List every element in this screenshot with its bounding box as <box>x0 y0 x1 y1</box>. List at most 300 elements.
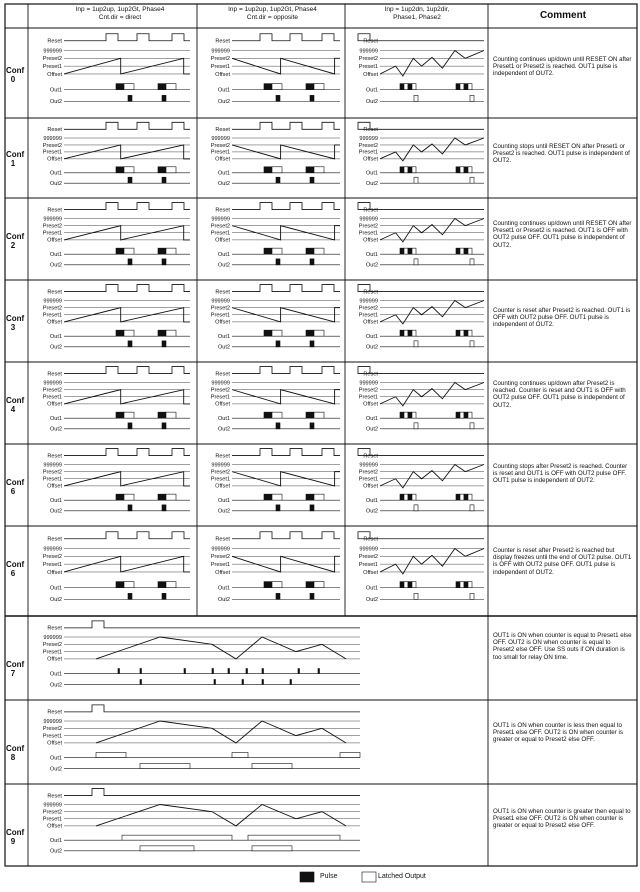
signal-label-out1: Out1 <box>217 333 230 340</box>
latched-block <box>460 84 464 90</box>
signal-label-out1: Out1 <box>217 497 230 504</box>
signal-label-999999: 999999 <box>359 380 378 387</box>
signal-label-preset1: Preset1 <box>210 230 230 237</box>
pulse-block <box>276 259 280 265</box>
signal-label-out1: Out1 <box>365 170 378 177</box>
signal-label-reset: Reset <box>47 289 62 296</box>
signal-label-offset: Offset <box>363 569 378 576</box>
latched-block <box>412 248 416 254</box>
latched-block <box>412 494 416 500</box>
signal-label-999999: 999999 <box>43 135 62 142</box>
pulse-block <box>140 669 142 674</box>
latched-block <box>124 412 134 418</box>
pulse-block <box>264 412 272 418</box>
signal-label-999999: 999999 <box>43 634 62 641</box>
pulse-block <box>464 412 468 418</box>
latched-block <box>460 494 464 500</box>
reset-signal <box>64 705 360 712</box>
signal-label-out2: Out2 <box>49 426 62 433</box>
signal-label-reset: Reset <box>215 127 230 134</box>
signal-label-offset: Offset <box>47 740 62 747</box>
signal-label-out1: Out1 <box>365 87 378 94</box>
signal-label-999999: 999999 <box>43 380 62 387</box>
signal-label-preset1: Preset1 <box>358 476 378 483</box>
pulse-block <box>276 341 280 347</box>
pulse-block <box>310 259 314 265</box>
signal-label-reset: Reset <box>215 536 230 543</box>
latched-block <box>468 248 472 254</box>
signal-label-preset2: Preset2 <box>358 305 378 312</box>
signal-label-preset2: Preset2 <box>210 56 230 63</box>
latched-block <box>314 494 324 500</box>
signal-label-999999: 999999 <box>43 802 62 809</box>
signal-label-offset: Offset <box>363 483 378 490</box>
signal-label-out2: Out2 <box>365 99 378 106</box>
signal-label-out2: Out2 <box>365 262 378 269</box>
pulse-block <box>264 167 272 173</box>
pulse-block <box>128 423 132 429</box>
signal-label-out1: Out1 <box>217 585 230 592</box>
pulse-block <box>400 248 404 254</box>
pulse-block <box>162 341 166 347</box>
pulse-block <box>276 95 280 101</box>
signal-label-out2: Out2 <box>49 848 62 855</box>
pulse-block <box>318 669 320 674</box>
signal-label-out2: Out2 <box>365 597 378 604</box>
reset-signal <box>232 367 340 374</box>
pulse-block <box>128 177 132 183</box>
signal-label-preset1: Preset1 <box>42 816 62 823</box>
pulse-block <box>306 167 314 173</box>
latched-block <box>414 177 418 183</box>
signal-label-preset2: Preset2 <box>210 469 230 476</box>
latched-block <box>412 330 416 336</box>
signal-label-preset2: Preset2 <box>358 387 378 394</box>
signal-label-out2: Out2 <box>49 508 62 515</box>
latched-block <box>404 412 408 418</box>
signal-label-reset: Reset <box>47 207 62 214</box>
latched-block <box>470 593 474 599</box>
signal-label-preset2: Preset2 <box>358 142 378 149</box>
latched-block <box>232 753 248 758</box>
latched-block <box>314 167 324 173</box>
signal-label-preset2: Preset2 <box>42 469 62 476</box>
signal-label-preset2: Preset2 <box>42 305 62 312</box>
signal-label-reset: Reset <box>47 453 62 460</box>
latched-block <box>124 167 134 173</box>
latched-block <box>460 412 464 418</box>
header-col-updn: Inp = 1up2dn, 1up2dir, Phase1, Phase2 <box>384 6 450 21</box>
signal-label-out1: Out1 <box>217 87 230 94</box>
pulse-block <box>276 177 280 183</box>
latched-block <box>468 167 472 173</box>
pulse-block <box>310 423 314 429</box>
reset-signal <box>64 367 190 374</box>
signal-label-out2: Out2 <box>365 344 378 351</box>
pulse-block <box>400 167 404 173</box>
latched-block <box>272 84 282 90</box>
header-col-opposite: Inp = 1up2up, 1up2Gt, Phase4 Cnt.dir = opposite <box>228 6 317 21</box>
signal-label-out2: Out2 <box>365 426 378 433</box>
signal-label-999999: 999999 <box>43 48 62 55</box>
signal-label-999999: 999999 <box>359 216 378 223</box>
pulse-block <box>162 593 166 599</box>
signal-label-999999: 999999 <box>359 135 378 142</box>
latched-block <box>314 84 324 90</box>
signal-label-offset: Offset <box>47 319 62 326</box>
pulse-block <box>456 167 460 173</box>
reset-signal <box>64 449 190 456</box>
signal-label-out2: Out2 <box>217 508 230 515</box>
signal-label-offset: Offset <box>363 401 378 408</box>
counter-trace <box>96 637 346 659</box>
signal-label-preset1: Preset1 <box>42 476 62 483</box>
pulse-block <box>118 669 120 674</box>
header-comment: Comment <box>539 10 587 21</box>
pulse-block <box>128 95 132 101</box>
signal-label-offset: Offset <box>215 156 230 163</box>
counter-trace <box>96 721 346 743</box>
row-comment: Counter is reset after Preset2 is reached. OUT1 is OFF with OUT2 pulse OFF. OUT1 pulse is independent of OUT2. <box>493 307 631 329</box>
pulse-block <box>464 84 468 90</box>
signal-label-offset: Offset <box>215 237 230 244</box>
pulse-block <box>158 412 166 418</box>
signal-label-preset1: Preset1 <box>210 394 230 401</box>
row-comment: Counting continues up/down until RESET ON after Preset1 or Preset2 is reached. OUT1 pulse is independent of OUT2. <box>493 56 632 78</box>
pulse-block <box>158 84 166 90</box>
signal-label-offset: Offset <box>363 71 378 78</box>
signal-label-out1: Out1 <box>49 837 62 844</box>
latched-block <box>460 330 464 336</box>
signal-label-999999: 999999 <box>359 462 378 469</box>
latched-block <box>414 341 418 347</box>
signal-label-preset1: Preset1 <box>210 149 230 156</box>
signal-label-preset1: Preset1 <box>358 561 378 568</box>
signal-label-preset2: Preset2 <box>358 554 378 561</box>
table-border <box>5 4 637 866</box>
pulse-block <box>128 505 132 511</box>
signal-label-preset1: Preset1 <box>210 476 230 483</box>
pulse-block <box>310 593 314 599</box>
conf-label: Conf 6 <box>6 560 25 578</box>
pulse-block <box>408 330 412 336</box>
latched-block <box>468 412 472 418</box>
conf-label: Conf 3 <box>6 314 25 332</box>
signal-label-out1: Out1 <box>49 333 62 340</box>
signal-label-out2: Out2 <box>49 597 62 604</box>
signal-label-reset: Reset <box>47 793 62 800</box>
signal-label-preset1: Preset1 <box>42 733 62 740</box>
pulse-block <box>158 330 166 336</box>
reset-signal <box>64 621 360 628</box>
signal-label-out1: Out1 <box>49 497 62 504</box>
signal-label-999999: 999999 <box>43 216 62 223</box>
latched-block <box>314 330 324 336</box>
signal-label-preset2: Preset2 <box>210 142 230 149</box>
counter-trace <box>380 549 484 574</box>
signal-label-999999: 999999 <box>211 462 230 469</box>
pulse-block <box>310 505 314 511</box>
pulse-block <box>128 593 132 599</box>
pulse-block <box>408 582 412 588</box>
latched-block <box>468 330 472 336</box>
signal-label-out1: Out1 <box>49 585 62 592</box>
signal-label-reset: Reset <box>363 536 378 543</box>
pulse-block <box>276 505 280 511</box>
pulse-block <box>400 330 404 336</box>
signal-label-out2: Out2 <box>49 99 62 106</box>
latched-block <box>124 84 134 90</box>
pulse-block <box>290 679 292 684</box>
signal-label-999999: 999999 <box>359 48 378 55</box>
pulse-block <box>306 582 314 588</box>
signal-label-offset: Offset <box>47 156 62 163</box>
legend-latched-label: Latched Output <box>378 873 426 880</box>
conf-label: Conf 1 <box>6 150 25 168</box>
signal-label-reset: Reset <box>363 371 378 378</box>
pulse-block <box>228 669 230 674</box>
latched-block <box>166 84 176 90</box>
signal-label-out2: Out2 <box>217 597 230 604</box>
pulse-block <box>116 84 124 90</box>
signal-label-out1: Out1 <box>365 333 378 340</box>
latched-block <box>140 846 194 851</box>
signal-label-999999: 999999 <box>43 718 62 725</box>
signal-label-offset: Offset <box>47 569 62 576</box>
signal-label-preset1: Preset1 <box>42 149 62 156</box>
legend-latched-swatch <box>362 872 376 882</box>
pulse-block <box>184 669 186 674</box>
signal-label-out1: Out1 <box>49 251 62 258</box>
signal-label-preset1: Preset1 <box>358 394 378 401</box>
latched-block <box>124 494 134 500</box>
latched-block <box>272 412 282 418</box>
signal-label-preset1: Preset1 <box>358 149 378 156</box>
latched-block <box>470 505 474 511</box>
pulse-block <box>116 167 124 173</box>
latched-block <box>414 95 418 101</box>
signal-label-reset: Reset <box>215 289 230 296</box>
signal-label-preset2: Preset2 <box>210 387 230 394</box>
pulse-block <box>464 330 468 336</box>
pulse-block <box>306 84 314 90</box>
row-comment: Counter is reset after Preset2 is reached but display freezes until the end of OUT2 pulse. OUT1 is OFF with OUT2 pulse OFF. OUT1 pulse is independent of OUT2. <box>493 547 632 576</box>
pulse-block <box>158 582 166 588</box>
signal-label-out2: Out2 <box>49 262 62 269</box>
pulse-block <box>298 669 300 674</box>
latched-block <box>414 259 418 265</box>
latched-block <box>412 167 416 173</box>
latched-block <box>412 582 416 588</box>
signal-label-out2: Out2 <box>217 181 230 188</box>
signal-label-reset: Reset <box>215 207 230 214</box>
signal-label-reset: Reset <box>47 38 62 45</box>
pulse-block <box>408 412 412 418</box>
pulse-block <box>306 248 314 254</box>
signal-label-preset1: Preset1 <box>42 561 62 568</box>
reset-signal <box>64 34 190 41</box>
signal-label-offset: Offset <box>215 569 230 576</box>
pulse-block <box>264 494 272 500</box>
signal-label-999999: 999999 <box>43 462 62 469</box>
conf-label: Conf 6 <box>6 478 25 496</box>
signal-label-out1: Out1 <box>217 170 230 177</box>
reset-signal <box>232 122 340 129</box>
reset-signal <box>64 532 190 539</box>
signal-label-reset: Reset <box>47 709 62 716</box>
latched-block <box>414 505 418 511</box>
signal-label-preset2: Preset2 <box>42 56 62 63</box>
pulse-block <box>264 248 272 254</box>
reset-signal <box>64 203 190 210</box>
signal-label-out2: Out2 <box>49 344 62 351</box>
signal-label-out1: Out1 <box>365 251 378 258</box>
signal-label-preset2: Preset2 <box>42 809 62 816</box>
latched-block <box>166 248 176 254</box>
signal-label-preset2: Preset2 <box>210 554 230 561</box>
signal-label-999999: 999999 <box>211 380 230 387</box>
latched-block <box>272 167 282 173</box>
signal-label-preset2: Preset2 <box>42 142 62 149</box>
reset-signal <box>64 285 190 292</box>
latched-block <box>166 167 176 173</box>
reset-signal <box>232 285 340 292</box>
signal-label-preset1: Preset1 <box>42 63 62 70</box>
pulse-block <box>162 505 166 511</box>
signal-label-999999: 999999 <box>43 298 62 305</box>
latched-block <box>166 494 176 500</box>
pulse-block <box>128 259 132 265</box>
latched-block <box>470 95 474 101</box>
legend-pulse-swatch <box>300 872 314 882</box>
latched-block <box>468 84 472 90</box>
pulse-block <box>116 330 124 336</box>
signal-label-out1: Out1 <box>49 415 62 422</box>
pulse-block <box>464 494 468 500</box>
signal-label-out1: Out1 <box>365 415 378 422</box>
signal-label-preset2: Preset2 <box>358 223 378 230</box>
latched-block <box>272 494 282 500</box>
pulse-block <box>310 177 314 183</box>
signal-label-preset1: Preset1 <box>358 63 378 70</box>
reset-signal <box>232 34 340 41</box>
pulse-block <box>464 248 468 254</box>
latched-block <box>252 846 292 851</box>
pulse-block <box>158 248 166 254</box>
signal-label-reset: Reset <box>363 207 378 214</box>
latched-block <box>314 412 324 418</box>
pulse-block <box>464 167 468 173</box>
signal-label-reset: Reset <box>47 127 62 134</box>
signal-label-preset2: Preset2 <box>358 56 378 63</box>
pulse-block <box>456 84 460 90</box>
signal-label-reset: Reset <box>47 371 62 378</box>
signal-label-reset: Reset <box>215 371 230 378</box>
latched-block <box>248 835 340 840</box>
signal-label-out1: Out1 <box>49 170 62 177</box>
signal-label-preset1: Preset1 <box>210 312 230 319</box>
signal-label-999999: 999999 <box>211 48 230 55</box>
latched-block <box>470 259 474 265</box>
conf-label: Conf 9 <box>6 828 25 846</box>
signal-label-preset1: Preset1 <box>42 649 62 656</box>
legend-pulse-label: Pulse <box>320 873 338 880</box>
pulse-block <box>306 412 314 418</box>
signal-label-out2: Out2 <box>365 181 378 188</box>
latched-block <box>252 763 292 768</box>
conf-label: Conf 0 <box>6 66 25 84</box>
pulse-block <box>128 341 132 347</box>
signal-label-reset: Reset <box>363 127 378 134</box>
signal-label-reset: Reset <box>215 38 230 45</box>
pulse-block <box>262 669 264 674</box>
signal-label-reset: Reset <box>363 38 378 45</box>
latched-block <box>470 177 474 183</box>
latched-block <box>166 330 176 336</box>
latched-block <box>124 330 134 336</box>
latched-block <box>470 423 474 429</box>
pulse-block <box>456 494 460 500</box>
latched-block <box>166 582 176 588</box>
signal-label-offset: Offset <box>47 656 62 663</box>
pulse-block <box>408 494 412 500</box>
signal-label-out1: Out1 <box>217 415 230 422</box>
signal-label-reset: Reset <box>47 536 62 543</box>
row-comment: Counting stops until RESET ON after Preset1 or Preset2 is reached. OUT1 pulse is independent of OUT2. <box>493 143 630 165</box>
signal-label-reset: Reset <box>47 625 62 632</box>
signal-label-preset1: Preset1 <box>210 561 230 568</box>
signal-label-out1: Out1 <box>365 585 378 592</box>
pulse-block <box>264 84 272 90</box>
signal-label-out2: Out2 <box>365 508 378 515</box>
signal-label-offset: Offset <box>47 237 62 244</box>
signal-label-out2: Out2 <box>217 344 230 351</box>
signal-label-preset2: Preset2 <box>358 469 378 476</box>
signal-label-offset: Offset <box>215 483 230 490</box>
signal-label-preset2: Preset2 <box>210 223 230 230</box>
reset-signal <box>64 789 360 796</box>
latched-block <box>404 330 408 336</box>
signal-label-offset: Offset <box>47 71 62 78</box>
row-comment: OUT1 is ON when counter is greater then equal to Preset1 else OFF. OUT2 is ON when counter is greater or equal to Preset2 else OFF. <box>493 808 631 830</box>
pulse-block <box>264 582 272 588</box>
pulse-block <box>408 248 412 254</box>
row-comment: Counting continues up/down until RESET ON after Preset1 or Preset2 is reached. OUT1 is OFF with OUT2 pulse OFF. OUT1 pulse is independent of OUT2. <box>493 220 632 249</box>
row-comment: Counting continues up/down after Preset2 is reached. Counter is reset and OUT1 is OFF with OUT2 pulse OFF. OUT1 pulse is independent of OUT2. <box>493 380 626 409</box>
pulse-block <box>212 669 214 674</box>
latched-block <box>404 582 408 588</box>
pulse-block <box>162 177 166 183</box>
pulse-block <box>276 423 280 429</box>
signal-label-999999: 999999 <box>211 546 230 553</box>
latched-block <box>272 582 282 588</box>
signal-label-reset: Reset <box>363 453 378 460</box>
signal-label-out2: Out2 <box>49 181 62 188</box>
row-comment: OUT1 is ON when counter is less then equal to Preset1 else OFF. OUT2 is ON when counter is greater or equal to Preset2 else OFF. <box>493 722 623 744</box>
latched-block <box>404 84 408 90</box>
latched-block <box>314 248 324 254</box>
conf-label: Conf 2 <box>6 232 25 250</box>
conf-label: Conf 4 <box>6 396 25 414</box>
latched-block <box>166 412 176 418</box>
latched-block <box>272 248 282 254</box>
signal-label-preset2: Preset2 <box>42 642 62 649</box>
pulse-block <box>116 494 124 500</box>
counter-trace <box>380 51 484 76</box>
signal-label-out1: Out1 <box>49 87 62 94</box>
signal-label-offset: Offset <box>215 401 230 408</box>
latched-block <box>460 582 464 588</box>
